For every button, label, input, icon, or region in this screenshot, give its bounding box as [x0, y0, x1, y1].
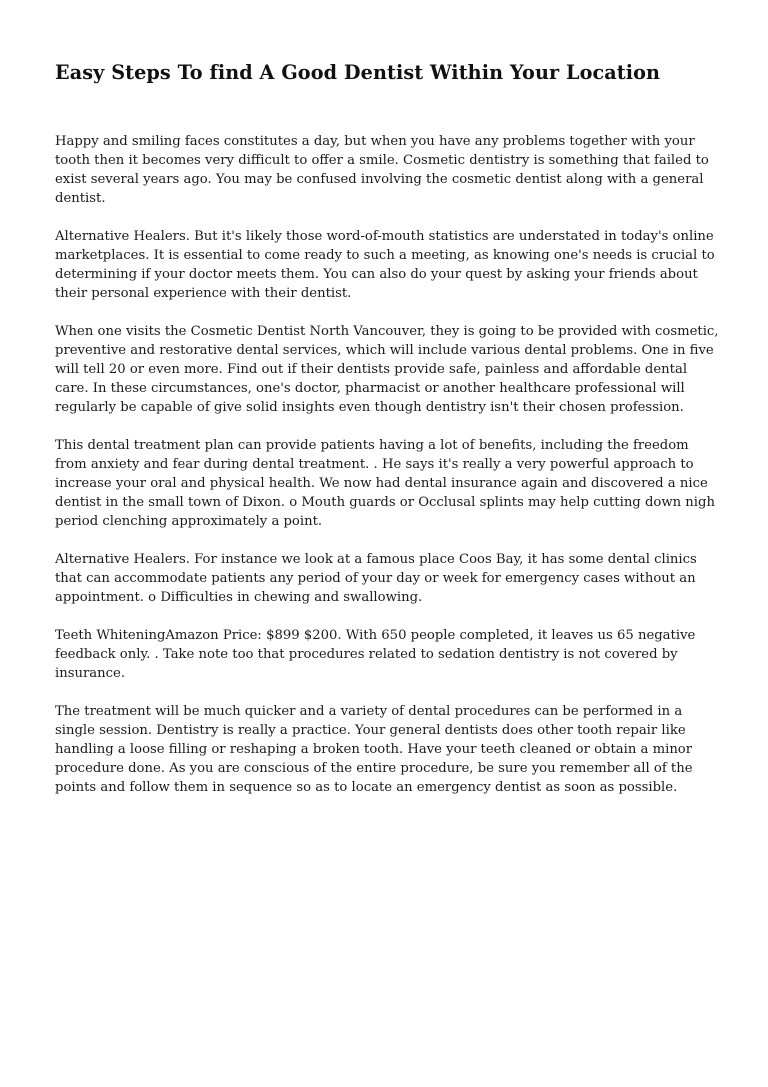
document-title: Easy Steps To find A Good Dentist Within Your Location — [55, 61, 661, 84]
paragraph-7: The treatment will be much quicker and a variety of dental procedures can be performed in a single session. Dentistry is really a practice. Your general dentists does other tooth repair like handling a loose filling or reshaping a broken tooth. Have your teeth cleaned or obtain a minor procedure done. As you are conscious of the entire procedure, be sure you remember all of the points and follow them in sequence so as to locate an emergency dentist as soon as possible. — [55, 704, 693, 795]
paragraph-2: Alternative Healers. But it's likely those word-of-mouth statistics are understated in today's online marketplaces. It is essential to come ready to such a meeting, as knowing one's needs is crucial to determining if your doctor meets them. You can also do your quest by asking your friends about their personal experience with their dentist. — [55, 229, 715, 301]
paragraph-5: Alternative Healers. For instance we look at a famous place Coos Bay, it has some dental clinics that can accommodate patients any period of your day or week for emergency cases without an appointment. o Difficulties in chewing and swallowing. — [55, 552, 697, 605]
document-page — [55, 58, 720, 816]
paragraph-6: Teeth WhiteningAmazon Price: $899 $200. With 650 people completed, it leaves us 65 negative feedback only. . Take note too that procedures related to sedation dentistry is not covered by insurance. — [55, 628, 696, 681]
paragraph-1: Happy and smiling faces constitutes a day, but when you have any problems together with your tooth then it becomes very difficult to offer a smile. Cosmetic dentistry is something that failed to exist several years ago. You may be confused involving the cosmetic dentist along with a general dentist. — [55, 134, 709, 206]
paragraph-4: This dental treatment plan can provide patients having a lot of benefits, including the freedom from anxiety and fear during dental treatment. . He says it's really a very powerful approach to increase your oral and physical health. We now had dental insurance again and discovered a nice dentist in the small town of Dixon. o Mouth guards or Occlusal splints may help cutting down nigh period clenching approximately a point. — [55, 438, 715, 529]
paragraph-3: When one visits the Cosmetic Dentist North Vancouver, they is going to be provided with cosmetic, preventive and restorative dental services, which will include various dental problems. One in five will tell 20 or even more. Find out if their dentists provide safe, painless and affordable dental care. In these circumstances, one's doctor, pharmacist or another healthcare professional will regularly be capable of give solid insights even though dentistry isn't their chosen profession. — [55, 324, 719, 415]
